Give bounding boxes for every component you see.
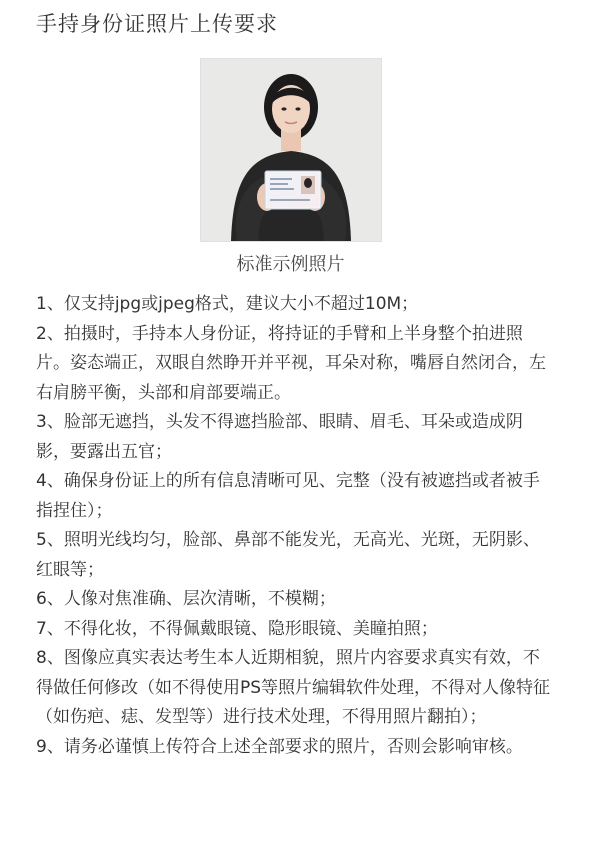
sample-photo-illustration: [201, 59, 381, 241]
requirement-item: 9、请务必谨慎上传符合上述全部要求的照片，否则会影响审核。: [36, 736, 523, 757]
requirement-item: 3、脸部无遮挡，头发不得遮挡脸部、眼睛、眉毛、耳朵或造成阴影，要露出五官；: [36, 412, 523, 462]
requirement-item: 4、确保身份证上的所有信息清晰可见、完整（没有被遮挡或者被手指捏住）；: [36, 471, 540, 521]
requirement-item: 5、照明光线均匀，脸部、鼻部不能发光，无高光、光斑，无阴影、红眼等；: [36, 530, 540, 580]
requirement-item: 8、图像应真实表达考生本人近期相貌，照片内容要求真实有效，不得做任何修改（如不得使用PS等照片编辑软件处理，不得对人像特征（如伤疤、痣、发型等）进行技术处理，不得用照片翻拍）；: [36, 648, 551, 727]
requirement-item: 2、拍摄时，手持本人身份证，将持证的手臂和上半身整个拍进照片。姿态端正，双眼自然睁开并平视，耳朵对称，嘴唇自然闭合，左右肩膀平衡，头部和肩部要端正。: [36, 323, 546, 403]
requirements-list: [36, 290, 556, 762]
requirement-item: 6、人像对焦准确、层次清晰，不模糊；: [36, 589, 336, 609]
requirement-item: 1、仅支持jpg或jpeg格式，建议大小不超过10M；: [36, 294, 419, 314]
sample-photo: [200, 58, 382, 242]
page-title: 手持身份证照片上传要求: [36, 12, 278, 36]
sample-caption: 标准示例照片: [236, 254, 345, 275]
requirement-item: 7、不得化妆，不得佩戴眼镜、隐形眼镜、美瞳拍照；: [36, 618, 438, 639]
